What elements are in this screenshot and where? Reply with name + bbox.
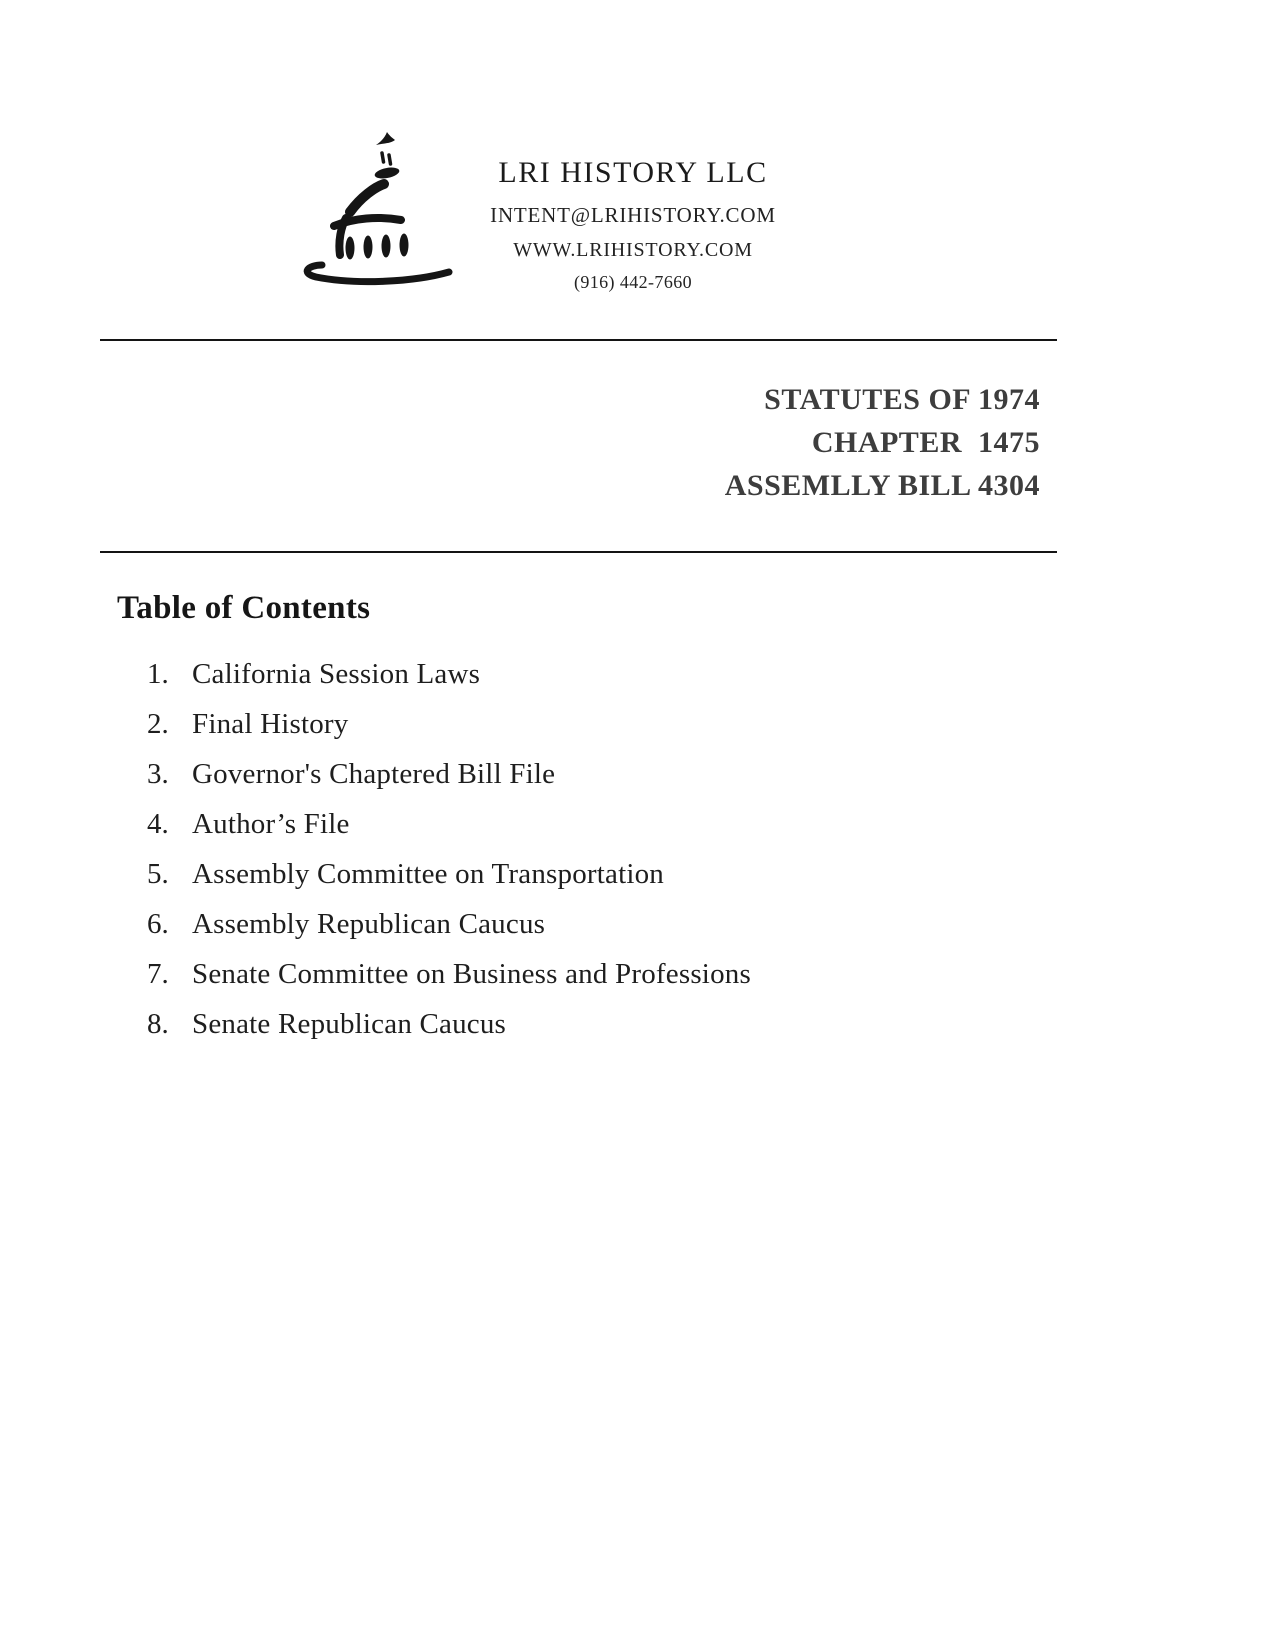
- assembly-bill-line: ASSEMLLY BILL 4304: [724, 469, 1040, 502]
- company-name: LRI HISTORY LLC: [498, 156, 768, 189]
- toc-item: [147, 699, 1047, 749]
- toc-item-label: Governor's Chaptered Bill File: [192, 758, 556, 790]
- toc-item: [147, 749, 1047, 799]
- toc-heading: Table of Contents: [117, 590, 371, 626]
- toc-item: [147, 899, 1047, 949]
- toc-item-number: 6.: [147, 908, 169, 940]
- company-email: INTENT@LRIHISTORY.COM: [490, 203, 776, 227]
- toc-list: [147, 649, 1047, 1049]
- statutes-title-block: [725, 378, 1040, 507]
- toc-item: [147, 799, 1047, 849]
- toc-item-label: Senate Committee on Business and Professions: [192, 958, 751, 990]
- toc-item: [147, 649, 1047, 699]
- toc-item: [147, 999, 1047, 1049]
- toc-item-label: Assembly Committee on Transportation: [192, 858, 665, 890]
- statutes-line: STATUTES OF 1974: [764, 383, 1040, 416]
- toc-item: [147, 849, 1047, 899]
- divider-bottom: [100, 551, 1057, 553]
- company-header: [452, 156, 814, 293]
- company-website: WWW.LRIHISTORY.COM: [513, 239, 753, 261]
- toc-item-label: Assembly Republican Caucus: [192, 908, 546, 940]
- toc-item: [147, 949, 1047, 999]
- toc-item-label: Final History: [192, 708, 349, 740]
- toc-item-label: California Session Laws: [192, 658, 481, 690]
- toc-item-number: 7.: [147, 958, 169, 990]
- toc-item-number: 3.: [147, 758, 169, 790]
- toc-item-label: Author’s File: [192, 808, 350, 840]
- capitol-dome-icon: [296, 124, 466, 288]
- toc-item-number: 2.: [147, 708, 169, 740]
- divider-top: [100, 339, 1057, 341]
- toc-item-number: 8.: [147, 1008, 169, 1040]
- chapter-line: CHAPTER 1475: [811, 426, 1040, 459]
- company-phone: (916) 442-7660: [573, 272, 693, 292]
- toc-item-number: 1.: [147, 658, 169, 690]
- toc-item-label: Senate Republican Caucus: [192, 1008, 507, 1040]
- toc-item-number: 5.: [147, 858, 169, 890]
- toc-item-number: 4.: [147, 808, 169, 840]
